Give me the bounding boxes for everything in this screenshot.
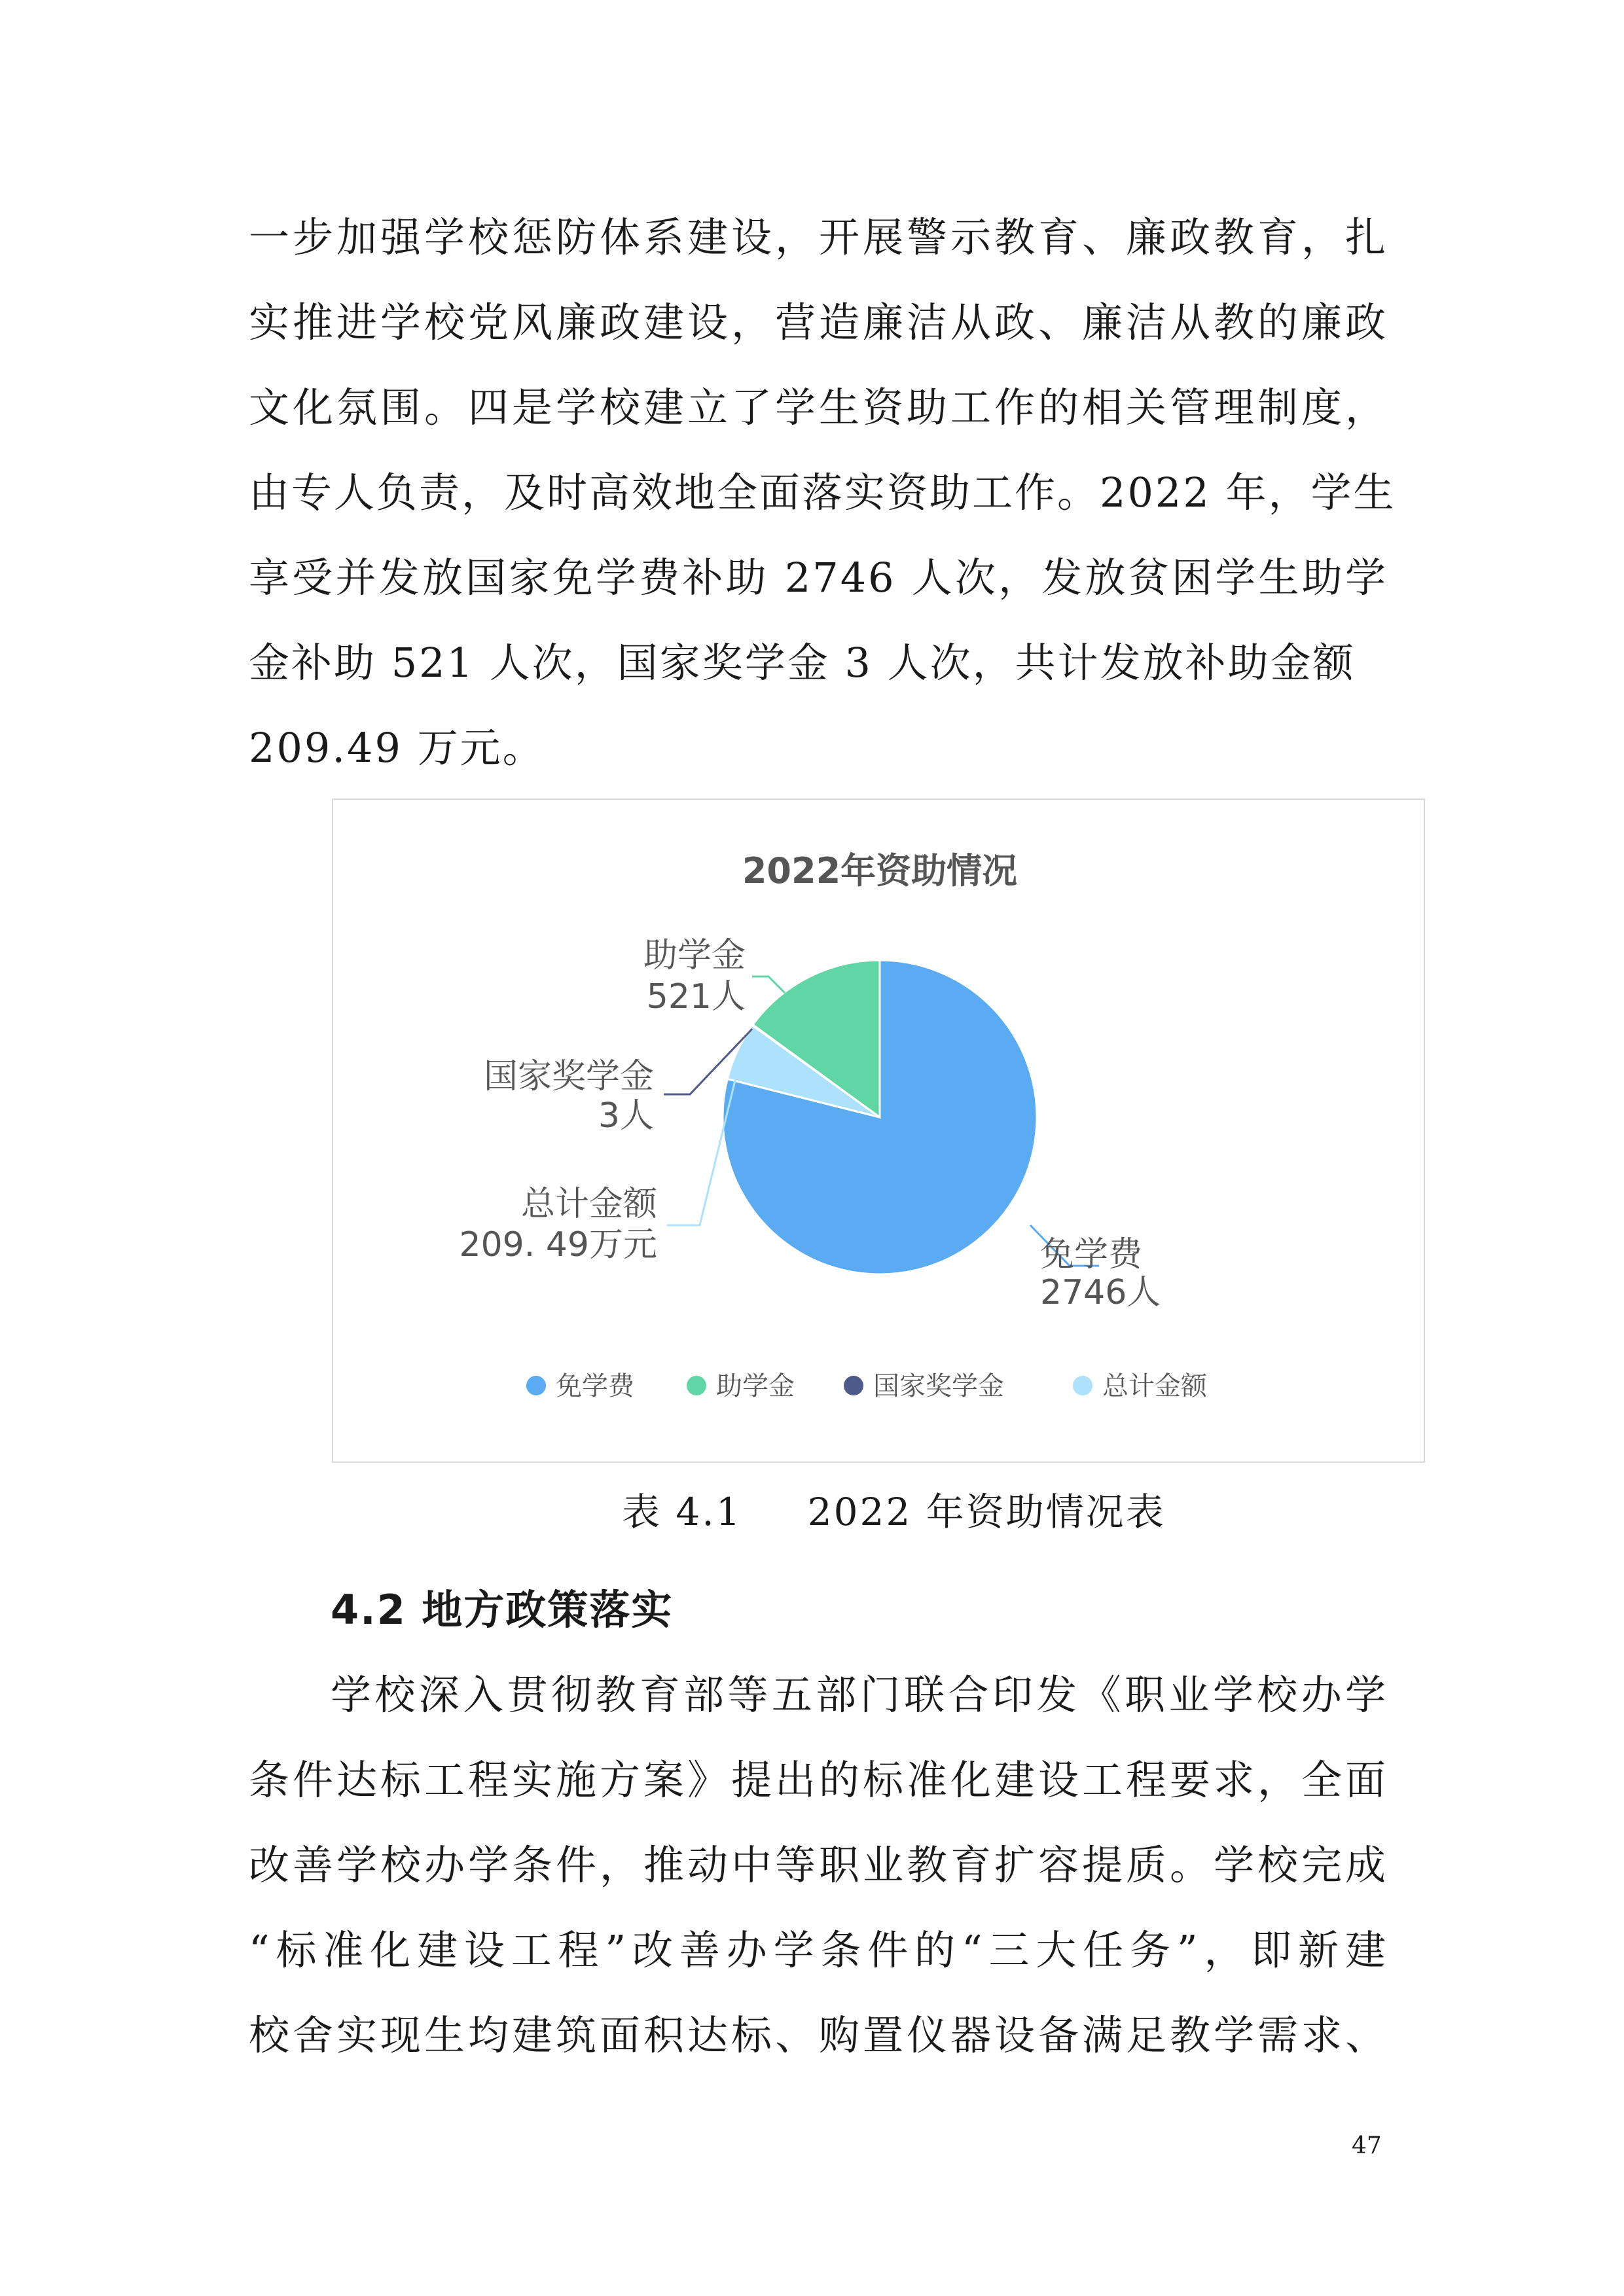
paragraph-line: 条件达标工程实施方案》提出的标准化建设工程要求，全面 <box>249 1756 1388 1804</box>
paragraph-line: 金补助 521 人次，国家奖学金 3 人次，共计发放补助金额 <box>249 639 1356 687</box>
slice-label-name: 总计金额 <box>520 1185 657 1224</box>
slice-label-value: 209. 49万元 <box>459 1225 657 1265</box>
paragraph-line: 学校深入贯彻教育部等五部门联合印发《职业学校办学 <box>331 1671 1388 1719</box>
slice-label-name: 助学金 <box>643 936 746 975</box>
legend-label: 总计金额 <box>1102 1371 1207 1401</box>
paragraph-line: “标准化建设工程”改善办学条件的“三大任务”，即新建 <box>249 1926 1388 1974</box>
legend-marker <box>844 1376 863 1395</box>
legend-marker <box>526 1376 546 1395</box>
slice-label-value: 2746人 <box>1040 1273 1161 1312</box>
chart-container <box>332 798 1425 1463</box>
table-caption <box>622 1486 1166 1538</box>
slice-label-value: 3人 <box>598 1096 654 1136</box>
paragraph-line: 一步加强学校惩防体系建设，开展警示教育、廉政教育，扎 <box>249 213 1388 261</box>
legend-marker <box>687 1376 706 1395</box>
legend-label: 免学费 <box>556 1371 634 1401</box>
legend-label: 助学金 <box>716 1371 795 1401</box>
caption-label: 表 4.1 <box>622 1490 742 1534</box>
legend-label: 国家奖学金 <box>873 1371 1004 1401</box>
paragraph-line: 209.49 万元。 <box>249 724 545 772</box>
paragraph-line: 由专人负责，及时高效地全面落实资助工作。2022 年，学生 <box>249 469 1396 516</box>
leader-line <box>752 977 785 993</box>
paragraph-line: 实推进学校党风廉政建设，营造廉洁从政、廉洁从教的廉政 <box>249 298 1388 346</box>
paragraph-line: 文化氛围。四是学校建立了学生资助工作的相关管理制度， <box>249 384 1388 431</box>
slice-label-value: 521人 <box>646 977 746 1016</box>
paragraph-line: 校舍实现生均建筑面积达标、购置仪器设备满足教学需求、 <box>249 2011 1388 2059</box>
page-number: 47 <box>1352 2132 1382 2159</box>
paragraph-line: 享受并发放国家免学费补助 2746 人次，发放贫困学生助学 <box>249 554 1388 601</box>
slice-label-name: 国家奖学金 <box>483 1057 654 1096</box>
pie-chart <box>333 800 1424 1462</box>
slice-label-name: 免学费 <box>1040 1235 1143 1274</box>
caption-text: 2022 年资助情况表 <box>807 1490 1166 1534</box>
legend-marker <box>1073 1376 1092 1395</box>
paragraph-line: 改善学校办学条件，推动中等职业教育扩容提质。学校完成 <box>249 1841 1388 1889</box>
section-heading: 4.2 地方政策落实 <box>331 1586 674 1634</box>
chart-title: 2022年资助情况 <box>742 850 1018 891</box>
